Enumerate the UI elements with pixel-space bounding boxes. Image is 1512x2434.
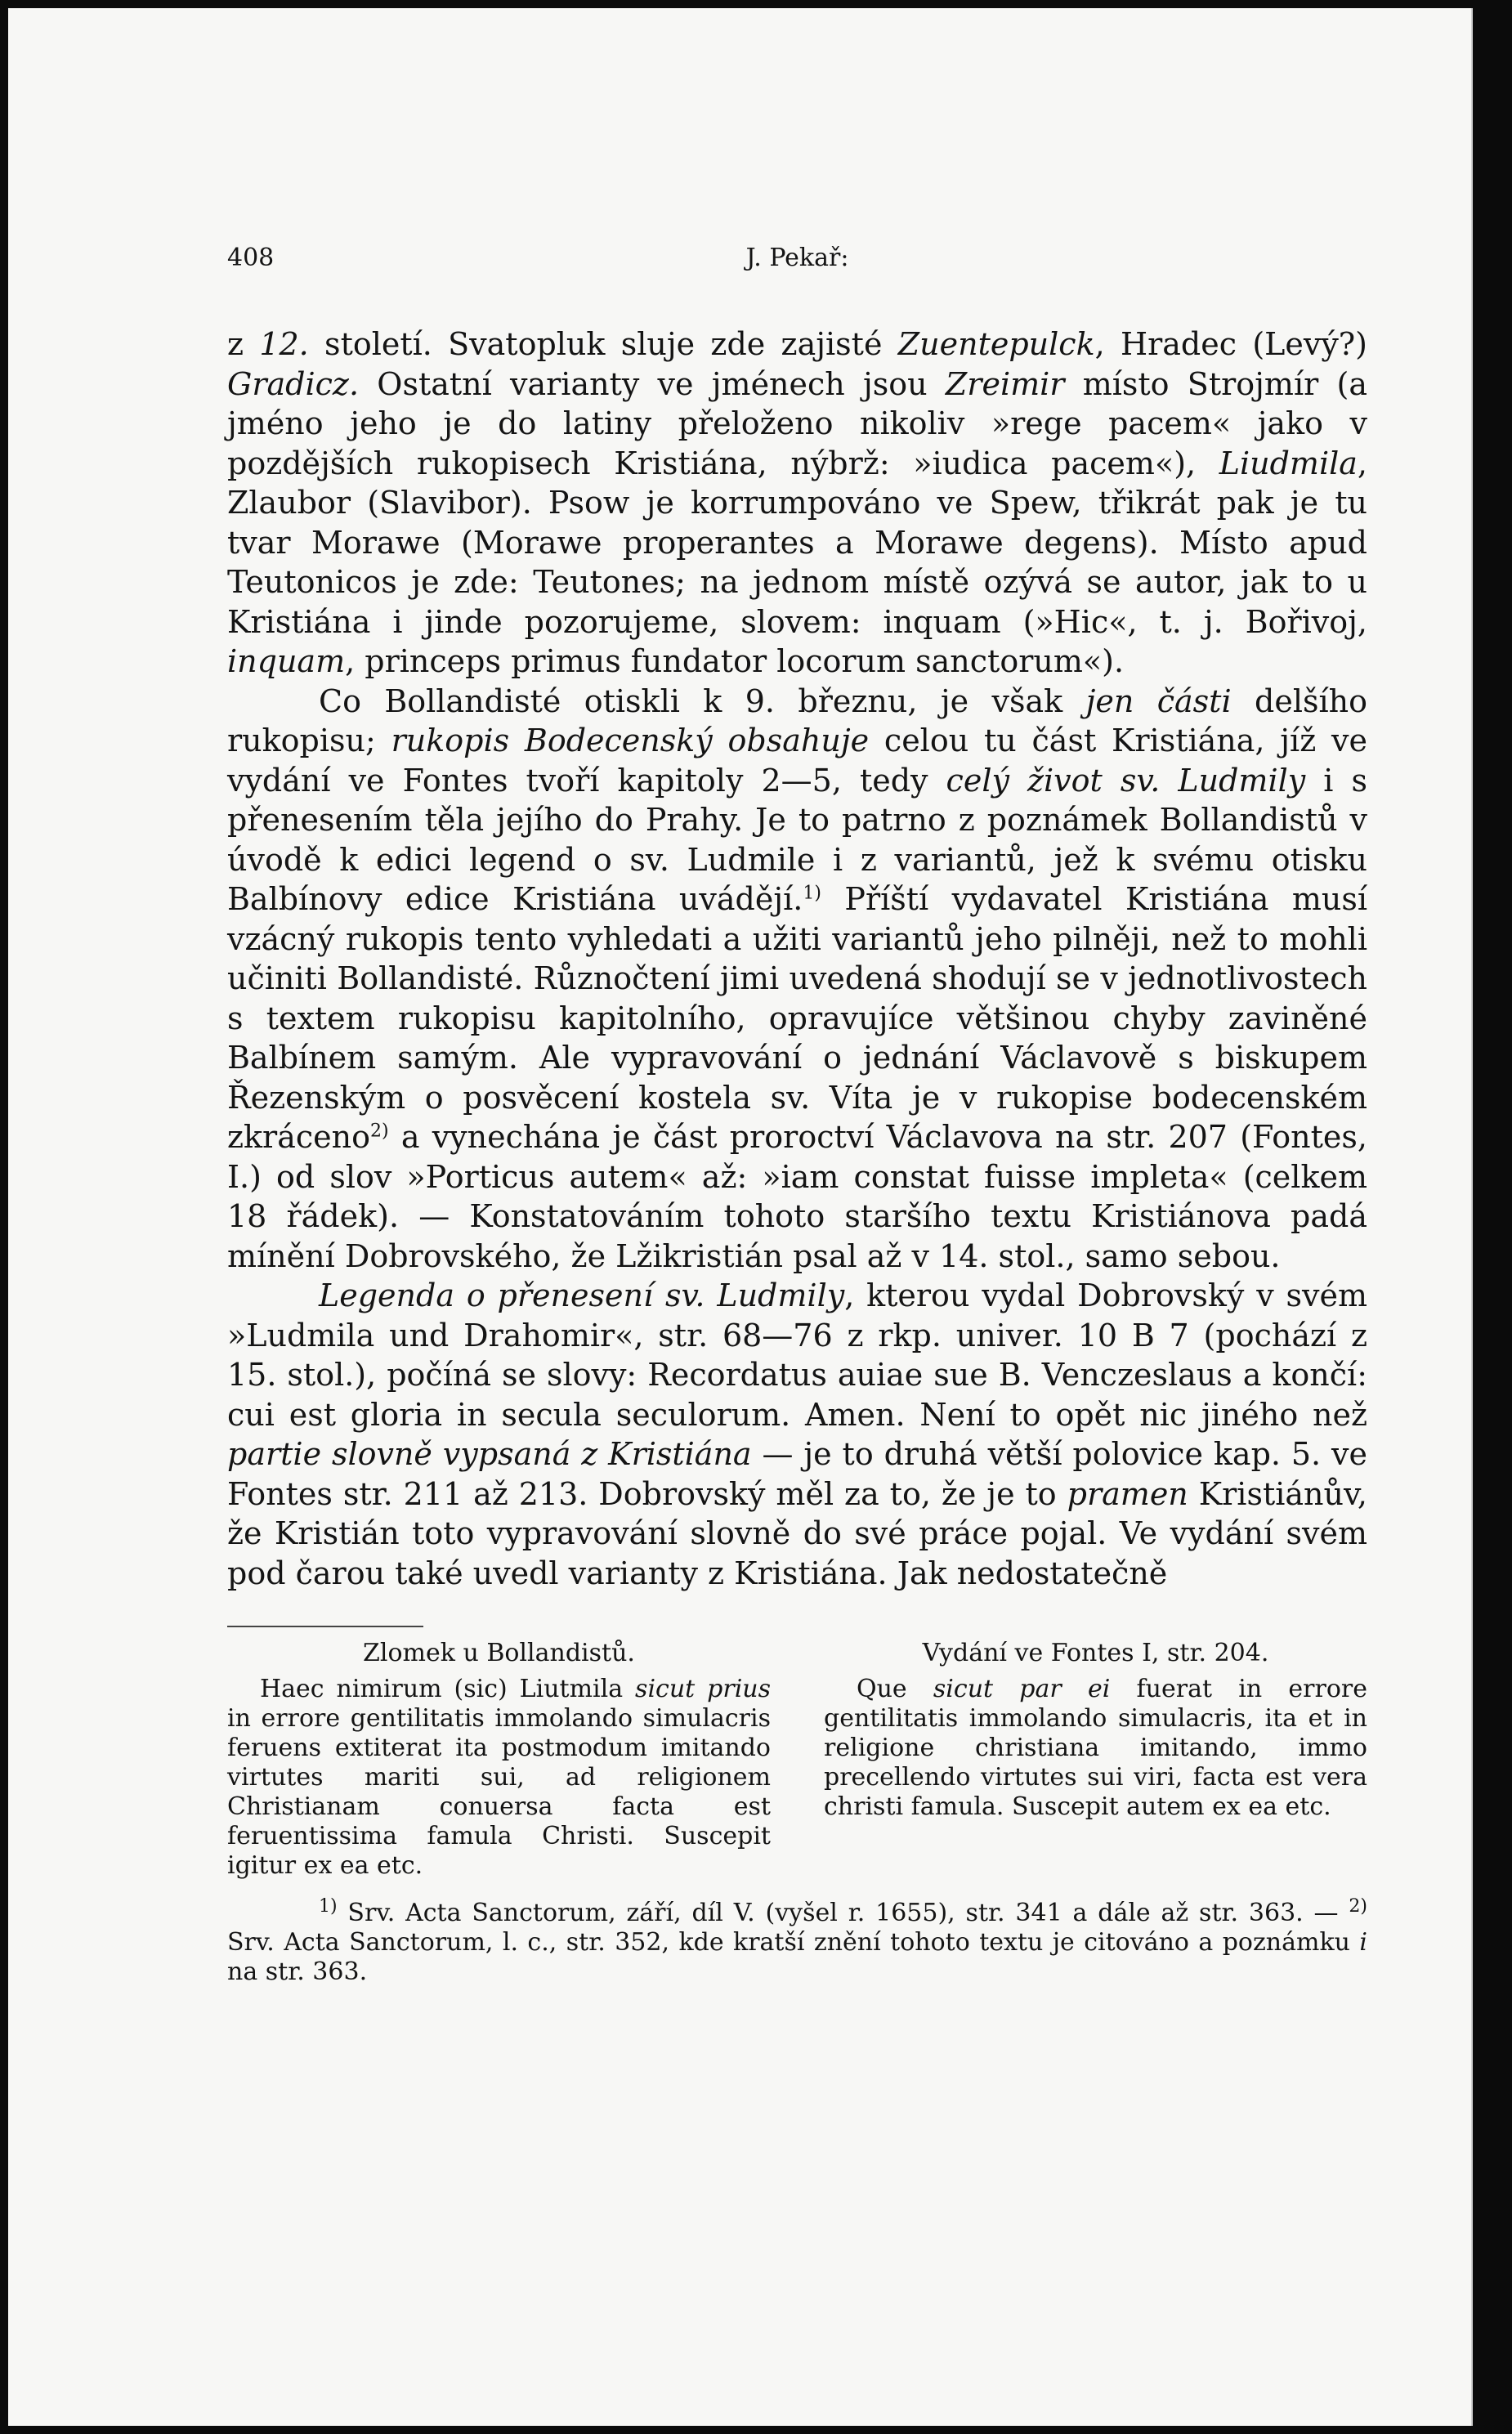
text-run: Ostatní varianty ve jménech jsou: [359, 365, 946, 402]
text-run: celou tu část Kristiána, jíž ve vydání ve Fontes tvoří kapitoly 2—5, tedy: [227, 723, 1367, 799]
text-run: — je to druhá větší polovice kap. 5. ve Fontes str. 211 až 213. Dobrovský měl za to, že je to: [227, 1436, 1367, 1512]
italic-run: rukopis Bodecenský obsahuje: [391, 723, 870, 758]
footnote-marker-2: 2): [1349, 1896, 1367, 1917]
italic-run: 12.: [259, 326, 309, 362]
text-run: delšího rukopisu;: [227, 682, 1367, 758]
paragraph-2: [227, 682, 1367, 1277]
column-text: [824, 1675, 1367, 1822]
footnote-ref-2[interactable]: 2): [370, 1121, 389, 1142]
footnote-text: [227, 1896, 1367, 1987]
text-run: Haec nimirum (sic) Liutmila: [260, 1675, 636, 1703]
text-run: , Hradec (Levý?): [1094, 326, 1368, 362]
text-run: z: [227, 326, 260, 362]
italic-run: jen části: [1085, 682, 1232, 719]
italic-run: sicut prius: [635, 1675, 772, 1703]
paragraph-1: [227, 324, 1367, 682]
italic-run: sicut par ei: [933, 1675, 1111, 1703]
italic-run: Legenda o přenesení sv. Ludmily: [319, 1277, 845, 1313]
text-run: Que: [857, 1675, 933, 1703]
column-text: [227, 1675, 771, 1881]
text-run: Co Bollandisté otiskli k 9. březnu, je však: [319, 682, 1086, 719]
text-run: , Zlaubor (Slavibor). Psow je korrumpováno ve Spew, třikrát pak je tu tvar Morawe (Morawe properantes a Morawe degens). Místo apud Teutonicos je zde: Teutones; na jednom místě ozývá se autor, jak to u Kristiána i jinde pozorujeme, slovem: inquam (»Hic«, t. j. Bořivoj,: [227, 445, 1367, 640]
page-content: [227, 239, 1367, 1987]
italic-run: Zuentepulck: [897, 326, 1095, 362]
book-page: [8, 8, 1473, 2426]
italic-run: celý život sv. Ludmily: [946, 762, 1306, 799]
comparison-columns: [227, 1639, 1367, 1881]
text-run: fuerat in errore gentilitatis immolando simulacris, ita et in religione christiana imitando, immo precellendo virtutes sui viri, facta est vera christi famula. Suscepit autem ex ea etc.: [824, 1675, 1367, 1821]
text-run: Srv. Acta Sanctorum, září, díl V. (vyšel r. 1655), str. 341 a dále až str. 363. —: [337, 1899, 1349, 1927]
italic-run: i: [1359, 1928, 1367, 1957]
page-number: 408: [227, 244, 275, 272]
italic-run: Liudmila: [1219, 445, 1358, 481]
column-bollandists: [227, 1639, 771, 1881]
text-run: , princeps primus fundator locorum sanctorum«).: [345, 643, 1125, 679]
italic-run: partie slovně vypsaná z Kristiána: [227, 1436, 752, 1472]
italic-run: Gradicz.: [227, 365, 360, 402]
paragraph-3: [227, 1276, 1367, 1593]
footnotes: [227, 1896, 1367, 1987]
italic-run: Zreimir: [945, 365, 1065, 402]
column-fontes: [824, 1639, 1367, 1881]
text-run: na str. 363.: [227, 1957, 368, 1986]
text-run: století. Svatopluk sluje zde zajisté: [308, 326, 898, 362]
text-run: , kterou vydal Dobrovský v svém »Ludmila und Drahomir«, str. 68—76 z rkp. univer. 10 B 7 (pochází z 15. stol.), počíná se slovy: Recordatus auiae sue B. Venczeslaus a končí: cui est gloria in secula seculorum. Amen. Není to opět nic jiného než: [227, 1277, 1367, 1433]
text-run: a vynechána je část proroctví Václavova na str. 207 (Fontes, I.) od slov »Porticus autem« až: »iam constat fuisse impleta« (celkem 18 řádek). — Konstatováním tohoto staršího textu Kristiánova padá mínění Dobrovského, že Lžikristián psal až v 14. stol., samo sebou.: [227, 1119, 1367, 1274]
text-run: i s přenesením těla jejího do Prahy. Je to patrno z poznámek Bollandistů v úvodě k edici legend o sv. Ludmile i z variantů, jež k svému otisku Balbínovy edice Kristiána uvádějí.: [227, 762, 1367, 917]
text-run: místo Strojmír (a jméno jeho je do latiny přeloženo nikoliv »rege pacem« jako v pozdějších rukopisech Kristiána, nýbrž: »iudica pacem«),: [227, 365, 1367, 481]
italic-run: pramen: [1067, 1475, 1188, 1512]
text-run: Příští vydavatel Kristiána musí vzácný rukopis tento vyhledati a užiti variantů jeho pilněji, než to mohli učiniti Bollandisté. Různočtení jimi uvedená shodují se v jednotlivostech s textem rukopisu kapitolního, opravujíce většinou chyby zaviněné Balbínem samým. Ale vypravování o jednání Václavově s biskupem Řezenským o posvěcení kostela sv. Víta je v rukopise bodecenském zkráceno: [227, 881, 1367, 1155]
footnote-ref-1[interactable]: 1): [803, 883, 821, 904]
column-heading: Zlomek u Bollandistů.: [363, 1639, 635, 1667]
main-text: [227, 324, 1367, 1593]
running-title: J. Pekař:: [745, 244, 849, 272]
footnote-divider: [227, 1626, 423, 1627]
footnote-marker-1: 1): [319, 1896, 338, 1917]
italic-run: inquam: [227, 643, 346, 679]
page-header: [227, 239, 1367, 288]
text-run: Srv. Acta Sanctorum, l. c., str. 352, kde kratší znění tohoto textu je citováno a poznámku: [227, 1928, 1360, 1957]
text-run: in errore gentilitatis immolando simulacris feruens extiterat ita postmodum imitando virtutes mariti sui, ad religionem Christianam conuersa facta est feruentissima famula Christi. Suscepit igitur ex ea etc.: [227, 1704, 771, 1880]
column-heading: Vydání ve Fontes I, str. 204.: [922, 1639, 1269, 1667]
text-run: Kristiánův, že Kristián toto vypravování slovně do své práce pojal. Ve vydání svém pod čarou také uvedl varianty z Kristiána. Jak nedostatečně: [227, 1475, 1368, 1591]
